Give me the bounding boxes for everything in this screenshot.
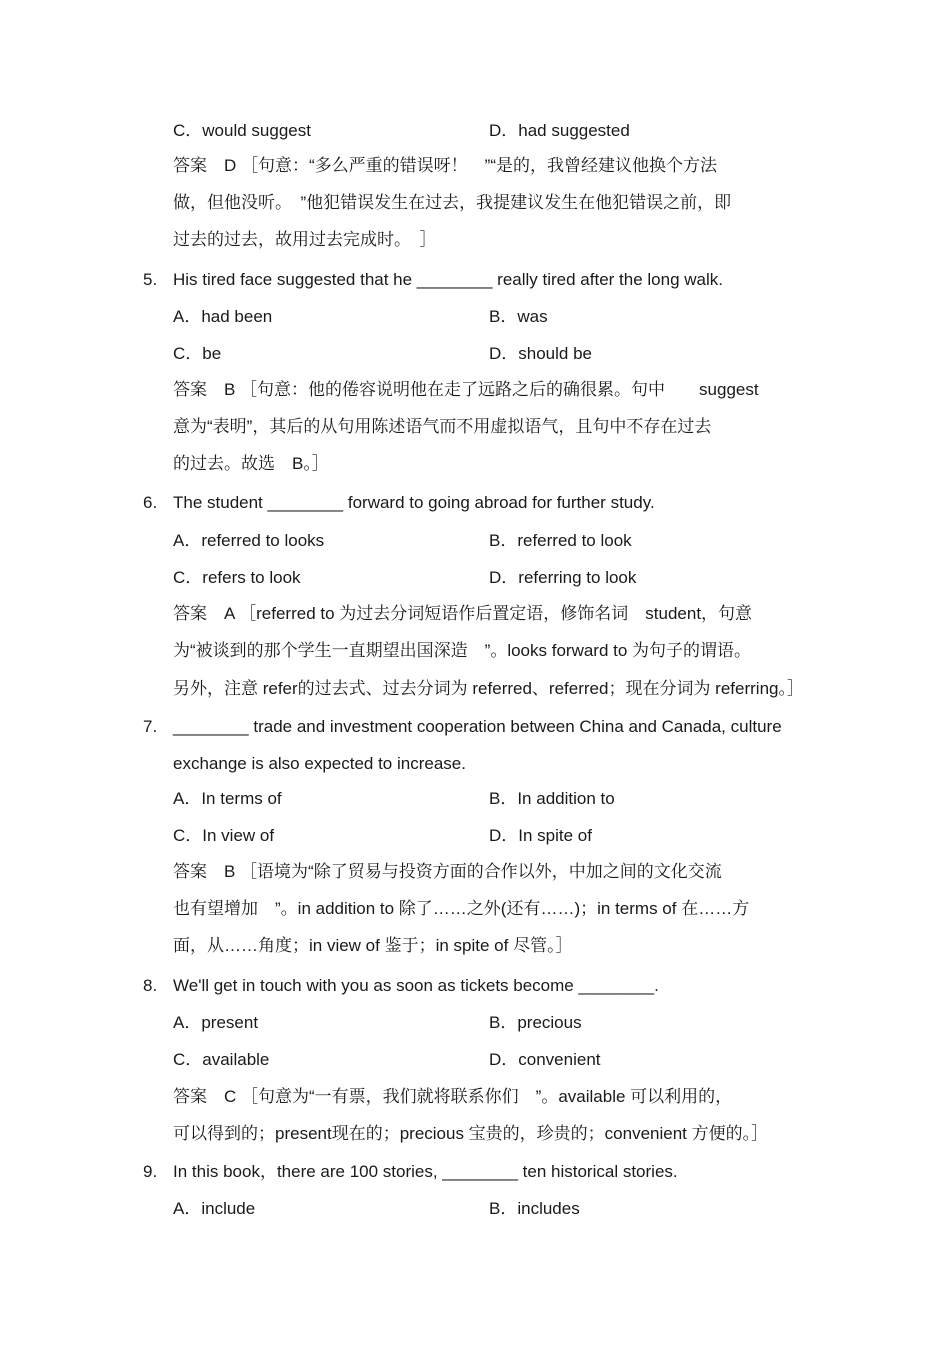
- q6-option-b: B．referred to look: [489, 531, 632, 550]
- q8-answer-line-2: 可以得到的；present现在的；precious 宝贵的，珍贵的；convenient 方便的。］: [173, 1124, 769, 1143]
- q5-answer-line-1: 答案 B ［句意：他的倦容说明他在走了远路之后的确很累。句中 suggest: [173, 380, 759, 399]
- q8-option-a: A．present: [173, 1013, 259, 1032]
- q5-answer-line-2: 意为“表明”，其后的从句用陈述语气而不用虚拟语气，且句中不存在过去: [173, 417, 712, 436]
- q7-stem-line-2: exchange is also expected to increase.: [173, 754, 466, 773]
- q6-option-a: A．referred to looks: [173, 531, 325, 550]
- q5-option-c: C．be: [173, 344, 222, 363]
- q7-answer-line-2: 也有望增加 ”。in addition to 除了……之外(还有……)；in terms of 在……方: [173, 899, 750, 918]
- q7-option-b: B．In addition to: [489, 789, 615, 808]
- q7-option-d: D．In spite of: [489, 826, 592, 845]
- q5-option-d: D．should be: [489, 344, 593, 363]
- q5-option-b: B．was: [489, 307, 548, 326]
- q6-stem: The student ________ forward to going abroad for further study.: [173, 493, 655, 512]
- q6-answer-line-3: 另外，注意 refer的过去式、过去分词为 referred、referred；现在分词为 referring。］: [173, 679, 804, 698]
- q4-option-c: C．would suggest: [173, 121, 311, 140]
- q7-number: 7.: [143, 717, 158, 736]
- q8-answer-line-1: 答案 C ［句意为“一有票，我们就将联系你们 ”。available 可以利用的，: [173, 1087, 733, 1106]
- q6-option-c: C．refers to look: [173, 568, 301, 587]
- q8-stem: We'll get in touch with you as soon as tickets become ________.: [173, 976, 659, 995]
- q6-answer-line-1: 答案 A ［referred to 为过去分词短语作后置定语，修饰名词 student，句意: [173, 604, 753, 623]
- q9-stem: In this book，there are 100 stories, ________ ten historical stories.: [173, 1162, 678, 1181]
- q8-option-b: B．precious: [489, 1013, 582, 1032]
- q7-option-c: C．In view of: [173, 826, 275, 845]
- q9-option-a: A．include: [173, 1199, 256, 1218]
- q4-option-d: D．had suggested: [489, 121, 630, 140]
- q6-number: 6.: [143, 493, 158, 512]
- q5-option-a: A．had been: [173, 307, 273, 326]
- q8-option-d: D．convenient: [489, 1050, 601, 1069]
- q7-stem-line-1: ________ trade and investment cooperation between China and Canada, culture: [173, 717, 782, 736]
- q4-answer-line-3: 过去的过去，故用过去完成时。 ］: [173, 230, 437, 249]
- q6-option-d: D．referring to look: [489, 568, 637, 587]
- q8-number: 8.: [143, 976, 158, 995]
- q7-option-a: A．In terms of: [173, 789, 282, 808]
- q5-stem: His tired face suggested that he ________ really tired after the long walk.: [173, 270, 724, 289]
- q4-answer-line-2: 做，但他没听。 ”他犯错误发生在过去，我提建议发生在他犯错误之前，即: [173, 193, 732, 212]
- q7-answer-line-1: 答案 B ［语境为“除了贸易与投资方面的合作以外，中加之间的文化交流: [173, 862, 722, 881]
- q9-number: 9.: [143, 1162, 158, 1181]
- q5-number: 5.: [143, 270, 158, 289]
- q4-answer-line-1: 答案 D ［句意：“多么严重的错误呀！ ”“是的，我曾经建议他换个方法: [173, 156, 717, 175]
- q6-answer-line-2: 为“被谈到的那个学生一直期望出国深造 ”。looks forward to 为句子的谓语。: [173, 641, 752, 660]
- q7-answer-line-3: 面，从……角度；in view of 鉴于；in spite of 尽管。］: [173, 936, 573, 955]
- q8-option-c: C．available: [173, 1050, 270, 1069]
- q9-option-b: B．includes: [489, 1199, 580, 1218]
- q5-answer-line-3: 的过去。故选 B。］: [173, 454, 329, 473]
